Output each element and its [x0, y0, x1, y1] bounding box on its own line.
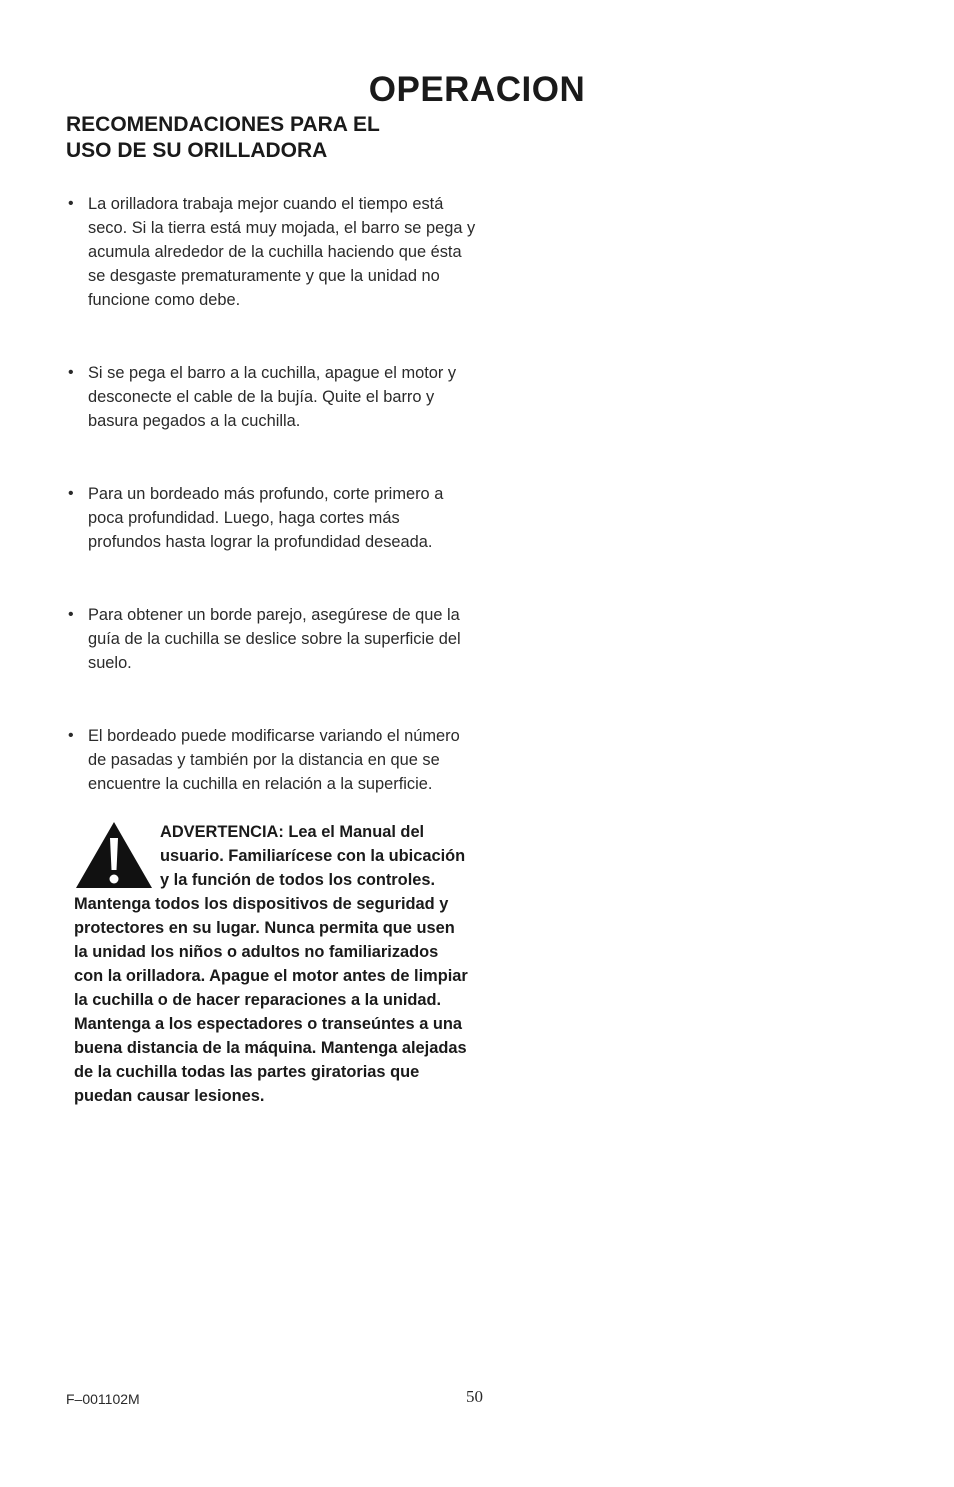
- page-title: OPERACION: [368, 70, 586, 109]
- list-item-text: El bordeado puede modificarse variando el número de pasadas y también por la distancia en que se encuentre la cuchilla en relación a la superficie.: [88, 727, 460, 793]
- list-item: [66, 603, 476, 675]
- list-item-text: La orilladora trabaja mejor cuando el tiempo está seco. Si la tierra está muy mojada, el barro se pega y acumula alrededor de la cuchilla haciendo que ésta se desgaste prematuramente y que la unidad no funcione como debe.: [88, 195, 476, 309]
- bullet-dot-icon: •: [68, 195, 74, 212]
- recommendations-list: [66, 192, 476, 845]
- list-item-text: Si se pega el barro a la cuchilla, apague el motor y desconecte el cable de la bujía. Quite el barro y basura pegados a la cuchilla.: [88, 364, 457, 430]
- list-item-text: Para un bordeado más profundo, corte primero a poca profundidad. Luego, haga cortes más profundos hasta lograr la profundidad deseada.: [88, 485, 444, 551]
- list-item: [66, 192, 476, 312]
- list-item: [66, 361, 476, 433]
- bullet-dot-icon: •: [68, 727, 74, 744]
- bullet-dot-icon: •: [68, 485, 74, 502]
- warning-triangle-icon: [74, 820, 154, 890]
- document-code: F–001102M: [66, 1391, 140, 1407]
- bullet-dot-icon: •: [68, 606, 74, 623]
- warning-text: ADVERTENCIA: Lea el Manual del usuario. Familiarícese con la ubicación y la función de todos los controles. Mantenga todos los dispositivos de seguridad y protectores en su lugar. Nunca permita que usen la unidad los niños o adultos no familiarizados con la orilladora. Apague el motor antes de limpiar la cuchilla o de hacer reparaciones a la unidad. Mantenga a los espectadores o transeúntes a una buena distancia de la máquina. Mantenga alejadas de la cuchilla todas las partes giratorias que puedan causar lesiones.: [74, 823, 468, 1105]
- section-title: [66, 112, 486, 164]
- list-item-text: Para obtener un borde parejo, asegúrese de que la guía de la cuchilla se deslice sobre la superficie del suelo.: [88, 606, 461, 672]
- section-title-line-2: USO DE SU ORILLADORA: [66, 139, 328, 162]
- list-item: [66, 724, 476, 796]
- section-title-line-1: RECOMENDACIONES PARA EL: [66, 113, 380, 136]
- warning-block: [74, 820, 468, 1108]
- list-item: [66, 482, 476, 554]
- bullet-dot-icon: •: [68, 364, 74, 381]
- page-number: 50: [466, 1387, 483, 1406]
